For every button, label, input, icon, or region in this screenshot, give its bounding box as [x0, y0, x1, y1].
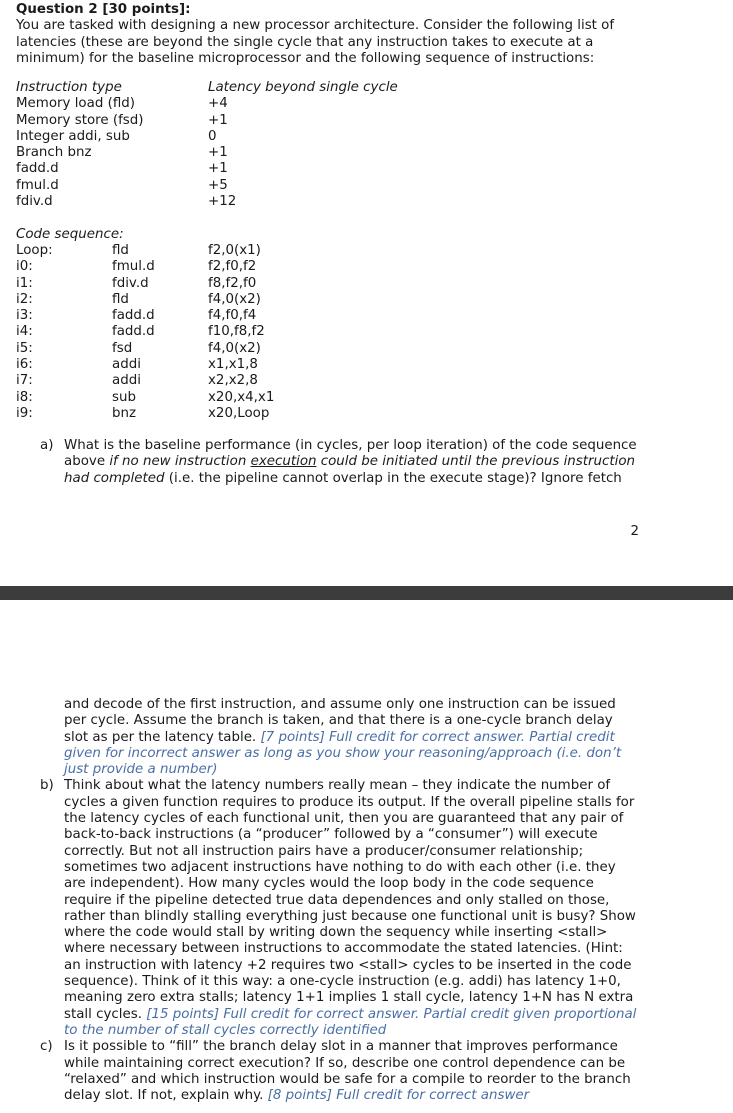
page-number: 2	[630, 524, 639, 539]
latency-value: +5	[208, 177, 228, 193]
question-a-part1	[40, 438, 640, 487]
code-row	[16, 357, 274, 373]
question-a-text-4: could be initiated until the previous instruction had completed	[64, 454, 636, 486]
question-a	[40, 438, 640, 487]
code-opcode: addi	[112, 357, 141, 373]
latency-header-type: Instruction type	[16, 80, 122, 95]
question-b	[40, 778, 640, 1039]
code-label: i8:	[16, 389, 33, 405]
question-c	[40, 1039, 640, 1104]
latency-value: 0	[208, 128, 217, 144]
latency-row	[16, 161, 398, 177]
code-operands: x1,x1,8	[208, 357, 258, 373]
question-a-cont-text: and decode of the first instruction, and assume only one instruction can be issued per cycle. Assume the branch is taken, and that there is a one-cycle branch delay slot as per the latency table.	[64, 697, 616, 745]
code-label: i6:	[16, 357, 33, 373]
code-operands: f10,f8,f2	[208, 324, 265, 340]
latency-value: +4	[208, 96, 228, 112]
code-operands: x20,Loop	[208, 405, 270, 421]
question-a-text-2: if no new instruction	[109, 454, 251, 470]
latency-value: +1	[208, 145, 228, 161]
code-label: i7:	[16, 373, 33, 389]
code-label: i9:	[16, 405, 33, 421]
question-a-continued-text	[64, 697, 640, 778]
code-row	[16, 276, 274, 292]
code-operands: f2,0(x1)	[208, 243, 261, 258]
code-opcode: addi	[112, 373, 141, 389]
code-label: Loop:	[16, 243, 53, 258]
code-opcode: fld	[112, 243, 129, 258]
code-row	[16, 243, 274, 259]
code-label: i2:	[16, 291, 33, 307]
code-operands: f4,0(x2)	[208, 291, 261, 307]
question-c-text: Is it possible to “fill” the branch delay slot in a manner that improves performance while maintaining correct execution? If so, describe one control dependence can be “relaxed” and which instruction would be safe for a compile to reorder to the branch delay slot. If not, explain why.	[64, 1039, 631, 1104]
code-row	[16, 373, 274, 389]
code-label: i3:	[16, 308, 33, 324]
question-c-credit: [8 points] Full credit for correct answer	[267, 1088, 530, 1104]
code-opcode: sub	[112, 389, 136, 405]
question-b-label: b)	[40, 778, 54, 794]
question-a-text-execution: execution	[250, 454, 317, 470]
code-sequence-table	[16, 243, 274, 422]
code-sequence-title: Code sequence:	[16, 227, 124, 242]
latency-table	[16, 80, 398, 210]
latency-header-latency: Latency beyond single cycle	[208, 80, 398, 95]
question-b-body	[64, 778, 640, 1039]
latency-row	[16, 96, 398, 112]
intro-text: You are tasked with designing a new processor architecture. Consider the following list of latencies (these are beyond the single cycle that any instruction takes to execute at a minimum) for the baseline microprocessor and the following sequence of instructions:	[16, 18, 615, 66]
latency-type: Memory load (fld)	[16, 96, 135, 112]
code-row	[16, 406, 274, 422]
page-2	[0, 600, 733, 1113]
code-operands: x20,x4,x1	[208, 389, 275, 405]
latency-type: fadd.d	[16, 161, 59, 177]
code-opcode: fdiv.d	[112, 275, 149, 291]
code-row	[16, 390, 274, 406]
question-list	[40, 697, 640, 1104]
code-opcode: bnz	[112, 405, 137, 421]
code-row	[16, 341, 274, 357]
code-operands: f8,f2,f0	[208, 275, 257, 291]
code-label: i0:	[16, 259, 33, 275]
latency-row	[16, 129, 398, 145]
latency-value: +1	[208, 112, 228, 128]
code-opcode: fmul.d	[112, 259, 155, 275]
code-operands: f4,f0,f4	[208, 308, 257, 324]
code-row	[16, 308, 274, 324]
code-label: i5:	[16, 340, 33, 356]
latency-row	[16, 178, 398, 194]
page-separator	[0, 586, 733, 600]
code-opcode: fadd.d	[112, 324, 155, 340]
latency-type: Memory store (fsd)	[16, 112, 144, 128]
latency-type: fmul.d	[16, 177, 59, 193]
latency-value: +12	[208, 194, 237, 210]
question-a-text-1: What is the baseline performance (in cycles, per loop iteration) of the code sequence above	[64, 438, 637, 470]
question-a-credit: [7 points] Full credit for correct answer. Partial credit given for incorrect answer as long as you show your reasoning/approach (i.e. don’t just provide a number)	[64, 729, 622, 778]
latency-row	[16, 194, 398, 210]
question-a-text-5: (i.e. the pipeline cannot overlap in the execute stage)? Ignore fetch	[164, 470, 622, 486]
latency-type: Integer addi, sub	[16, 128, 130, 144]
question-c-body	[64, 1039, 640, 1104]
question-header	[16, 2, 626, 67]
code-row	[16, 259, 274, 275]
code-operands: x2,x2,8	[208, 373, 258, 389]
latency-value: +1	[208, 161, 228, 177]
question-b-credit: [15 points] Full credit for correct answer. Partial credit given proportional to the number of stall cycles correctly identified	[64, 1006, 637, 1038]
code-label: i4:	[16, 324, 33, 340]
latency-type: Branch bnz	[16, 145, 92, 161]
code-operands: f4,0(x2)	[208, 340, 261, 356]
question-title: Question 2 [30 points]:	[16, 2, 191, 17]
code-opcode: fsd	[112, 340, 133, 356]
latency-type: fdiv.d	[16, 194, 53, 210]
code-opcode: fld	[112, 291, 129, 307]
code-opcode: fadd.d	[112, 308, 155, 324]
question-a-continued	[40, 697, 640, 778]
latency-row	[16, 145, 398, 161]
latency-header	[16, 80, 398, 96]
code-row	[16, 324, 274, 340]
code-row	[16, 292, 274, 308]
latency-row	[16, 113, 398, 129]
question-a-text	[64, 438, 640, 487]
code-operands: f2,f0,f2	[208, 259, 257, 275]
code-label: i1:	[16, 275, 33, 291]
question-c-label: c)	[40, 1039, 53, 1055]
question-b-text: Think about what the latency numbers really mean – they indicate the number of cycles a given function requires to produce its output. If the overall pipeline stalls for the latency cycles of each functional unit, then you are guaranteed that any pair of back-to-back instructions (a “producer” followed by a “consumer”) will execute correctly. But not all instruction pairs have a producer/consumer relationship; sometimes two adjacent instructions have nothing to do with each other (i.e. they are independent). How many cycles would the loop body in the code sequence require if the pipeline detected true data dependences and only stalled on those, rather than blindly stalling everything just because one functional unit is busy? Show where the code would stall by writing down the sequency while inserting <stall> where necessary between instructions to accommodate the stated latencies. (Hint: an instruction with latency +2 requires two <stall> cycles to be inserted in the code sequence). Think of it this way: a one-cycle instruction (e.g. addi) has latency 1+0, meaning zero extra stalls; latency 1+1 implies 1 stall cycle, latency 1+N has N extra stall cycles.	[64, 778, 636, 1022]
question-a-label: a)	[40, 438, 54, 453]
